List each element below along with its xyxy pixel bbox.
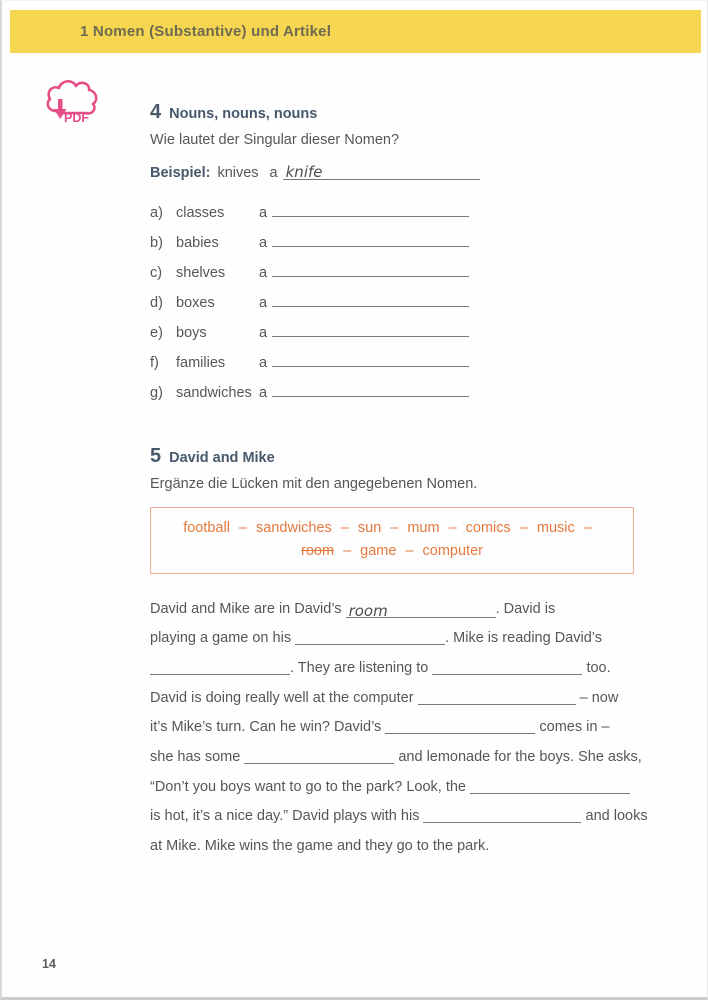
chapter-header-bar: [10, 10, 701, 53]
separator: –: [340, 519, 349, 536]
item-plural-word: families: [176, 355, 226, 371]
exercise-5-heading: [150, 446, 634, 468]
item-letter: f): [150, 355, 159, 371]
noun-row: [150, 320, 634, 339]
separator: –: [238, 519, 248, 536]
noun-list: [150, 200, 634, 399]
story-line: [150, 836, 634, 866]
example-plural-word: knives: [217, 165, 259, 181]
story-text: she has some: [150, 748, 241, 765]
story-text: playing a game on his: [150, 630, 292, 647]
article-label: a: [259, 325, 268, 341]
item-plural-word: boxes: [176, 295, 215, 311]
fill-blank: [346, 601, 496, 618]
answer-line: [272, 320, 469, 337]
exercise-4-instruction: Wie lautet der Singular dieser Nomen?: [150, 132, 400, 148]
item-letter: b): [150, 235, 163, 251]
separator: –: [405, 542, 414, 559]
example-row: [150, 163, 634, 181]
story-line: [150, 777, 634, 807]
story-text: . Mike is reading David’s: [445, 630, 602, 647]
article-label: a: [259, 295, 268, 311]
word-bank-word: computer: [422, 542, 483, 559]
article-label: a: [259, 235, 268, 251]
word-bank-word-struck: room: [301, 542, 335, 559]
fill-blank: [418, 688, 576, 705]
noun-row: [150, 290, 634, 309]
noun-row: [150, 200, 634, 219]
exercise-number: 5: [150, 444, 162, 467]
answer-line: [272, 350, 469, 367]
fill-blank: [432, 658, 582, 675]
story-text: it’s Mike’s turn. Can he win? David’s: [150, 719, 382, 736]
story-text: – now: [579, 689, 619, 706]
page-number: 14: [42, 957, 56, 971]
answer-line: [272, 260, 469, 277]
item-plural-word: babies: [176, 235, 219, 251]
fill-blank: [423, 806, 581, 823]
page-content: [150, 101, 648, 866]
article-label: a: [259, 355, 268, 371]
noun-row: [150, 230, 634, 249]
item-letter: a): [150, 205, 163, 221]
story-line: [150, 747, 642, 777]
exercise-5-section: [150, 444, 648, 866]
story-text: and looks: [585, 808, 648, 825]
filled-answer: room: [348, 601, 388, 620]
word-bank-box: [150, 507, 634, 574]
item-plural-word: boys: [176, 325, 207, 341]
story-line: [150, 599, 634, 629]
story-text: . David is: [495, 600, 556, 617]
answer-line: [272, 230, 469, 247]
separator: –: [343, 542, 352, 559]
word-bank-word: comics: [465, 519, 511, 536]
item-letter: g): [150, 385, 163, 401]
word-bank-word: game: [360, 542, 397, 559]
word-bank-word: football: [183, 519, 230, 536]
item-letter: d): [150, 295, 163, 311]
chapter-title: 1 Nomen (Substantive) und Artikel: [80, 23, 332, 40]
item-letter: e): [150, 325, 163, 341]
separator: –: [583, 519, 592, 536]
answer-line: [272, 290, 469, 307]
story-text: “Don’t you boys want to go to the park? Look, the: [150, 778, 466, 795]
story-text: . They are listening to: [290, 659, 429, 676]
item-letter: c): [150, 265, 163, 281]
cloud-outline: [48, 81, 96, 113]
example-label: Beispiel:: [150, 165, 211, 181]
exercise-5-instruction: Ergänze die Lücken mit den angegebenen Nomen.: [150, 475, 478, 492]
article-label: a: [269, 165, 278, 181]
exercise-title: David and Mike: [169, 449, 275, 466]
article-label: a: [259, 385, 268, 401]
separator: –: [390, 519, 399, 536]
exercise-4-section: [150, 102, 634, 399]
story-line: [150, 688, 634, 718]
separator: –: [519, 519, 528, 536]
story-text: David is doing really well at the computer: [150, 689, 414, 706]
example-answer-text: knife: [285, 163, 323, 181]
separator: –: [448, 519, 457, 536]
noun-row: [150, 260, 634, 279]
story-paragraph: [150, 599, 648, 866]
story-text: and lemonade for the boys. She asks,: [398, 748, 642, 765]
story-text: is hot, it’s a nice day.” David plays with his: [150, 808, 420, 825]
item-plural-word: shelves: [176, 265, 226, 281]
exercise-title: Nouns, nouns, nouns: [169, 106, 318, 122]
story-text: too.: [586, 659, 611, 676]
fill-blank: [244, 747, 394, 764]
example-answer-line: [283, 163, 480, 180]
story-text: at Mike. Mike wins the game and they go to the park.: [150, 838, 490, 854]
answer-line: [272, 380, 469, 397]
pdf-label: PDF: [64, 111, 89, 125]
fill-blank: [150, 658, 290, 675]
word-bank-line-1: [161, 517, 623, 540]
article-label: a: [259, 205, 268, 221]
story-line: [150, 717, 634, 747]
noun-row: [150, 350, 634, 369]
word-bank-word: sandwiches: [256, 519, 332, 536]
item-plural-word: classes: [176, 205, 225, 221]
answer-line: [272, 200, 469, 217]
word-bank-line-2: [161, 540, 623, 563]
article-label: a: [259, 265, 268, 281]
exercise-number: 4: [150, 101, 162, 123]
story-text: David and Mike are in David’s: [150, 600, 342, 617]
fill-blank: [470, 777, 630, 794]
story-text: comes in –: [539, 719, 610, 736]
story-line: [150, 628, 634, 658]
word-bank-word: mum: [407, 519, 440, 536]
story-line: [150, 806, 648, 836]
pdf-cloud-icon: [43, 78, 99, 132]
item-plural-word: sandwiches: [176, 385, 252, 401]
fill-blank: [295, 628, 445, 645]
noun-row: [150, 380, 634, 399]
fill-blank: [385, 717, 535, 734]
story-line: [150, 658, 634, 688]
word-bank-word: sun: [357, 519, 382, 536]
word-bank-word: music: [536, 519, 575, 536]
exercise-4-heading: [150, 102, 634, 124]
